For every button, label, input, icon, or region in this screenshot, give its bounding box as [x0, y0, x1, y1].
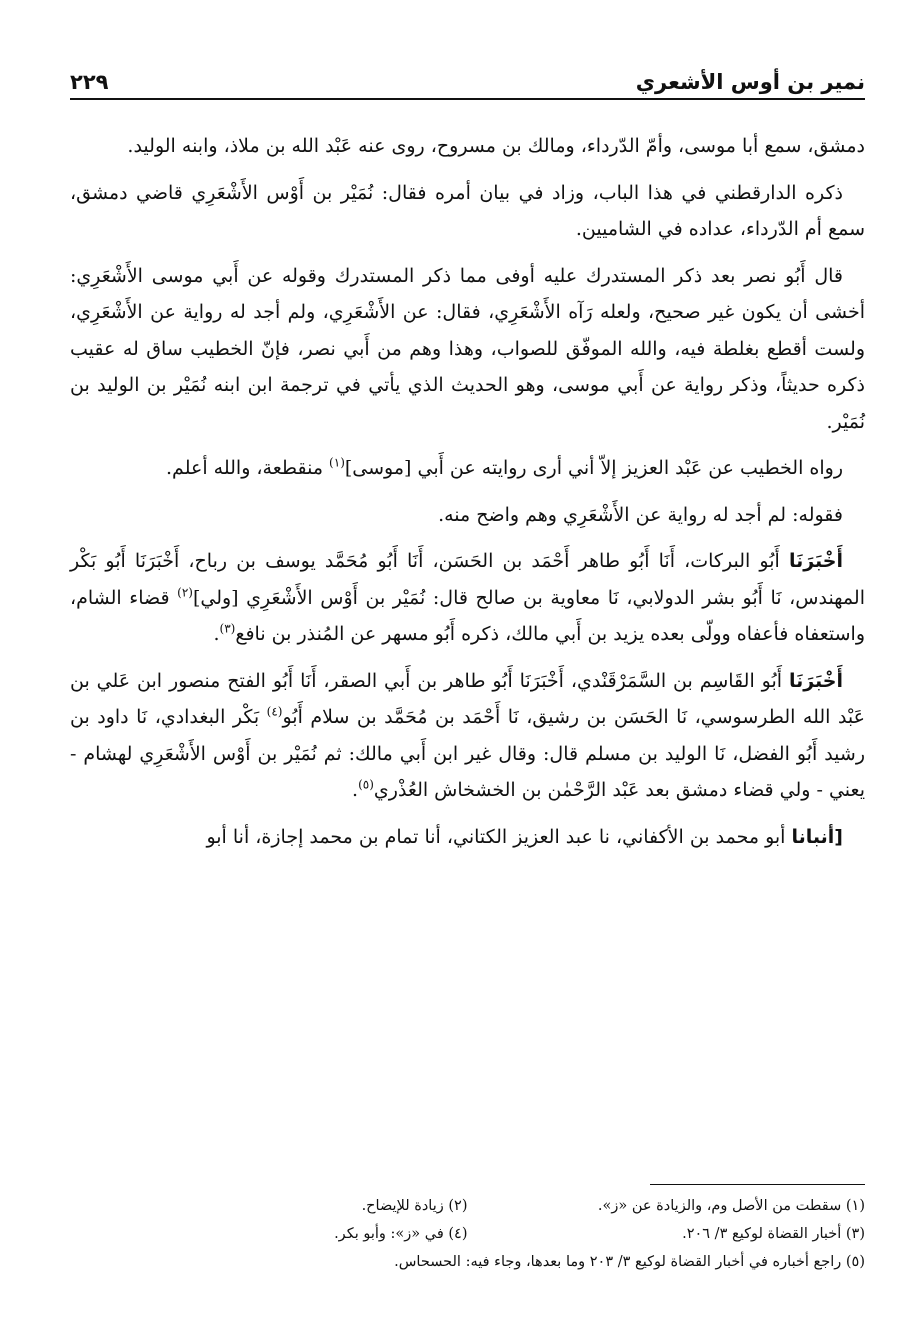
footnote-divider	[650, 1184, 865, 1185]
paragraph-text: .	[213, 623, 220, 645]
footnote: (٤) في «ز»: وأبو بكر.	[334, 1226, 468, 1242]
paragraph-text: ذكره الدارقطني في هذا الباب، وزاد في بيان أمره فقال: نُمَيْر بن أَوْس الأَشْعَرِي قاضي دمشق، سمع أم الدّرداء، عداده في الشاميين.	[70, 181, 865, 240]
isnad-lead-word: أَخْبَرَنَا	[788, 550, 843, 572]
footnote: (١) سقطت من الأصل وم، والزيادة عن «ز».	[597, 1198, 865, 1214]
footnote-marker: (٥)	[358, 777, 374, 792]
footnote-row	[70, 1220, 865, 1248]
paragraph-text: قضاء الشام، واستعفاه فأعفاه وولّى بعده يزيد بن أَبي مالك، ذكره أَبُو مسهر عن المُنذر بن نافع	[70, 586, 865, 645]
footnote-marker: (٤)	[266, 704, 283, 719]
paragraph-text: .	[352, 779, 359, 801]
footnote-marker: (٣)	[219, 621, 236, 636]
running-title: نمير بن أوس الأشعري	[635, 70, 865, 94]
paragraph-text: بَكْر البغدادي، نَا داود بن رشيد أَبُو الفضل، نَا الوليد بن مسلم قال: وقال غير ابن أَبي مالك: ثم نُمَيْر بن أَوْس الأَشْعَرِي لهشام - يعني - ولي قضاء دمشق بعد عَبْد الرَّحْمٰن بن الخشخاش العُذْري	[70, 706, 865, 801]
page-header	[70, 52, 865, 94]
paragraph	[70, 543, 865, 653]
isnad-lead-word: أَخْبَرَنَا	[788, 669, 843, 692]
isnad-lead-word: [أنبانا	[791, 825, 843, 848]
paragraph-text: قال أَبُو نصر بعد ذكر المستدرك عليه أوفى مما ذكر المستدرك وقوله عن أَبي موسى الأَشْعَرِي: أخشى أن يكون غير صحيح، ولعله رَآه الأَشْعَرِي، فقال: عن الأَشْعَرِي، ولم أجد له رواية عن الأَشْعَرِي، ولست أقطع بغلطة فيه، والله الموفّق للصواب، وهذا وهم من أَبي نصر، فإنّ الخطيب ساق له عقيب ذكره حديثاً، وذكر رواية عن أَبي موسى، وهو الحديث الذي يأتي في ترجمة ابن ابنه نُمَيْر بن الوليد بن نُمَيْر.	[70, 264, 865, 433]
footnote-marker: (١)	[329, 455, 345, 470]
paragraph-text: أَبُو البركات، أَنَا أَبُو طاهر أَحْمَد بن الحَسَن، أَنَا أَبُو مُحَمَّد يوسف بن رباح، أَخْبَرَنَا أَبُو بَكْر المهندس، نَا أَبُو بشر الدولابي، نَا معاوية بن صالح قال: نُمَيْر بن أَوْس الأَشْعَرِي [ولي]	[70, 550, 865, 609]
footnote-marker: (٢)	[177, 585, 193, 600]
paragraph	[70, 497, 865, 534]
footnote: (٣) أخبار القضاة لوكيع ٣/ ٢٠٦.	[682, 1226, 865, 1242]
main-text	[70, 128, 865, 865]
paragraph	[70, 128, 865, 165]
paragraph-text: أَبُو القَاسِم بن السَّمَرْقَنْدي، أَخْبَرَنَا أَبُو طاهر بن أَبي الصقر، أَنَا أَبُو الفتح منصور ابن عَلي بن عَبْد الله الطرسوسي، نَا الحَسَن بن رشيق، نَا أَحْمَد بن مُحَمَّد بن سلام أَبُو	[70, 669, 866, 728]
paragraph-text: دمشق، سمع أبا موسى، وأمّ الدّرداء، ومالك بن مسروح، روى عنه عَبْد الله بن ملاذ، وابنه الوليد.	[127, 135, 865, 157]
header-divider	[70, 98, 865, 100]
paragraph	[70, 175, 865, 248]
footnote: (٢) زيادة للإيضاح.	[361, 1198, 468, 1214]
paragraph	[70, 450, 865, 487]
paragraph	[70, 258, 865, 441]
paragraph-text: رواه الخطيب عن عَبْد العزيز إلاّ أني أرى روايته عن أَبي [موسى]	[344, 457, 843, 479]
footnote: (٥) راجع أخباره في أخبار القضاة لوكيع ٣/ ٢٠٣ وما بعدها، وجاء فيه: الحسحاس.	[394, 1254, 865, 1270]
paragraph-text: منقطعة، والله أعلم.	[166, 457, 330, 479]
paragraph	[70, 819, 865, 856]
footnote-row	[70, 1192, 865, 1220]
paragraph-text: فقوله: لم أجد له رواية عن الأَشْعَرِي وهم واضح منه.	[438, 503, 843, 526]
page-number: ٢٢٩	[70, 70, 109, 94]
paragraph	[70, 663, 865, 809]
paragraph-text: أبو محمد بن الأكفاني، نا عبد العزيز الكتاني، أنا تمام بن محمد إجازة، أنا أبو	[206, 825, 792, 848]
footnote-row	[70, 1248, 865, 1276]
footnotes	[70, 1192, 865, 1276]
